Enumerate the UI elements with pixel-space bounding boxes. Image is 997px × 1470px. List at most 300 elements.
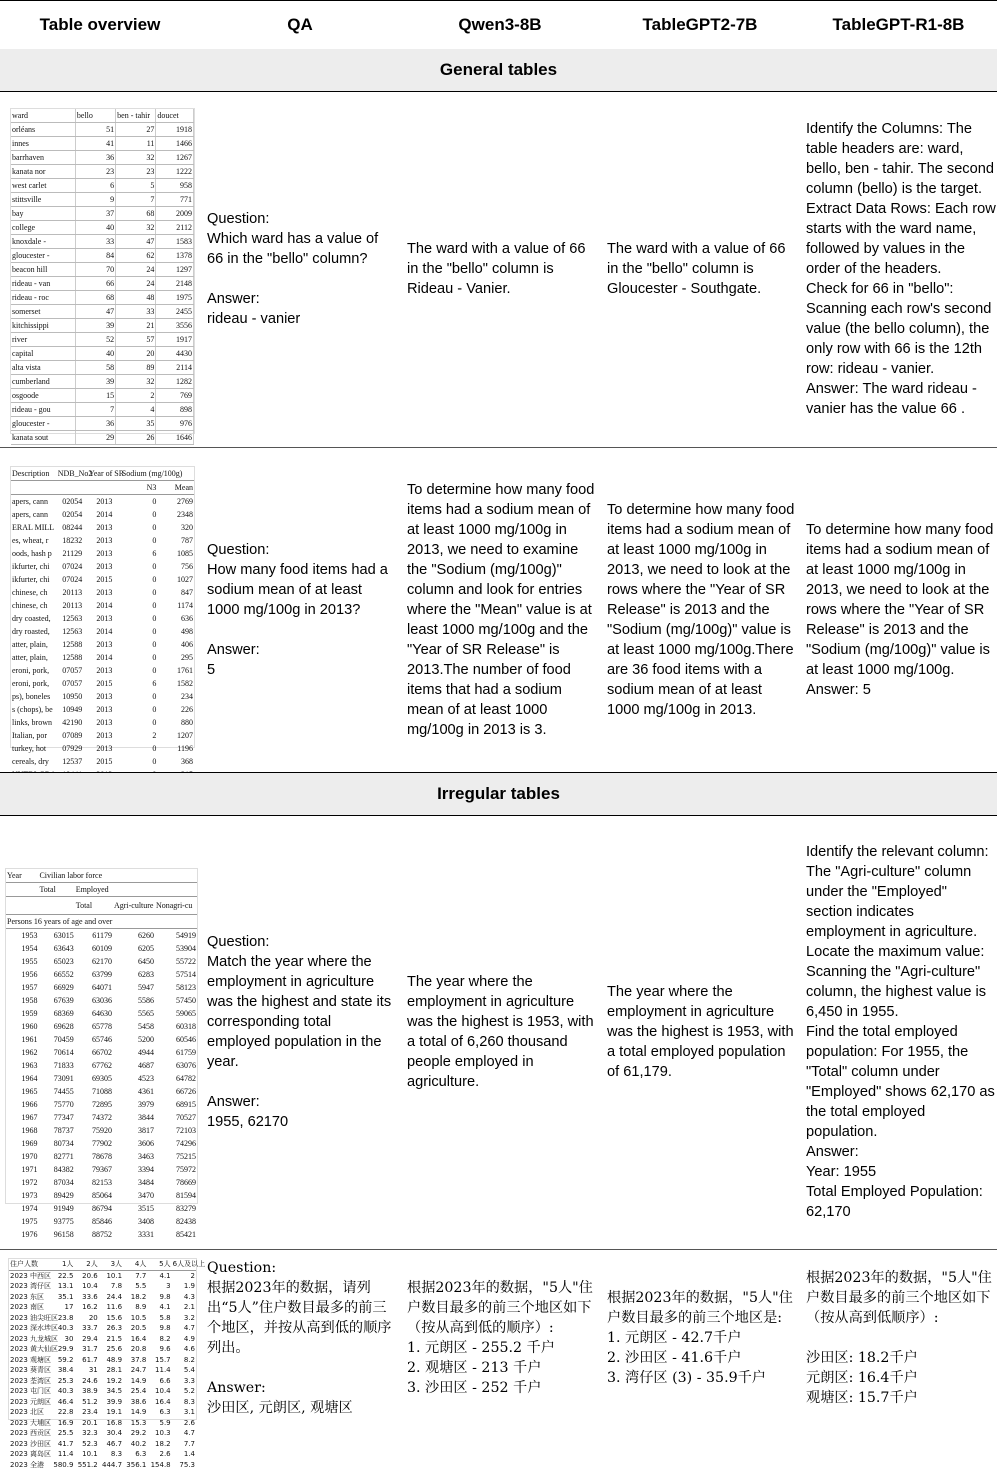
table-row: [9, 1334, 196, 1345]
table-row: [11, 495, 194, 509]
table-cell: 52: [75, 333, 115, 347]
table-row: [9, 1386, 196, 1397]
table-cell: 70614: [38, 1046, 74, 1059]
table-cell: 2112: [156, 221, 194, 235]
table-cell: 67639: [38, 994, 74, 1007]
table-cell: 16.8: [99, 1418, 123, 1429]
table-cell: 30: [50, 1334, 74, 1345]
table-cell: 1972: [6, 1176, 38, 1189]
table-cell: 0: [121, 625, 158, 638]
table-cell: 6.3: [123, 1449, 147, 1460]
table-cell: 47: [116, 235, 156, 249]
table-row: [11, 207, 194, 221]
table-cell: 20.6: [74, 1270, 98, 1281]
qa-answer: Answer: rideau - vanier: [207, 289, 397, 329]
table-cell: 320: [157, 521, 194, 534]
table-cell: 20.5: [123, 1323, 147, 1334]
table-cell: 82438: [155, 1215, 197, 1228]
table-cell: 1976: [6, 1228, 38, 1241]
table-cell: 9.6: [147, 1344, 171, 1355]
qa-cell-3: [207, 816, 397, 1248]
table-cell: 3.1: [172, 1407, 196, 1418]
table-cell: 5.9: [147, 1418, 171, 1429]
table-cell: 7.8: [99, 1281, 123, 1292]
table-cell: 2015: [88, 573, 121, 586]
table-cell: knoxdale -: [11, 235, 75, 249]
table-cell: 87034: [38, 1176, 74, 1189]
table-cell: 769: [156, 389, 194, 403]
table-cell: 60109: [75, 942, 113, 955]
table-cell: cumberland: [11, 375, 75, 389]
table-cell: 3.3: [172, 1376, 196, 1387]
table-row: [6, 915, 197, 929]
table-cell: 0: [121, 560, 158, 573]
qa-question: Question: Match the year where the employment in agriculture was the highest and state its corresponding total employed population in the year.: [207, 932, 397, 1072]
table-cell: 0: [121, 755, 158, 768]
table-cell: 6.3: [147, 1407, 171, 1418]
table-cell: 2023 沙田区: [9, 1439, 50, 1450]
table-row: [11, 319, 194, 333]
table-cell: 10.1: [74, 1449, 98, 1460]
table-cell: 82771: [38, 1150, 74, 1163]
table-cell: 1085: [157, 547, 194, 560]
table-row: [6, 1150, 197, 1163]
table-row: [11, 573, 194, 586]
qa-answer: Answer: 沙田区, 元朗区, 观塘区: [207, 1378, 397, 1418]
qa-cell-4: [207, 1250, 397, 1426]
table-row: [11, 389, 194, 403]
qa-question: Question: Which ward has a value of 66 in the "bello" column?: [207, 209, 397, 269]
table-cell: 6: [121, 547, 158, 560]
table-cell: 880: [157, 716, 194, 729]
tablegpt2-response-1: The ward with a value of 66 in the "bello" column is Gloucester - Southgate.: [607, 92, 795, 446]
table-cell: 55722: [155, 955, 197, 968]
table-cell: 0: [121, 495, 158, 509]
table-cell: 10.5: [123, 1313, 147, 1324]
table-cell: 83279: [155, 1202, 197, 1215]
table-cell: [57, 481, 88, 495]
table-row: [9, 1397, 196, 1408]
table-cell: 78678: [75, 1150, 113, 1163]
table-cell: ERAL MILL: [11, 521, 57, 534]
table-cell: 0: [121, 521, 158, 534]
table-cell: 2013: [88, 638, 121, 651]
table-cell: 7: [116, 193, 156, 207]
table-cell: 787: [157, 534, 194, 547]
table-cell: turkey, hot: [11, 742, 57, 755]
table-row: [6, 1085, 197, 1098]
table-row: [9, 1460, 196, 1470]
table-cell: college: [11, 221, 75, 235]
table-cell: Civilian labor force: [38, 869, 197, 883]
table-cell: 40.2: [123, 1439, 147, 1450]
table-cell: 88752: [75, 1228, 113, 1241]
table-cell: 85064: [75, 1189, 113, 1202]
section-irregular-tables: Irregular tables: [0, 773, 997, 816]
table-cell: 20.1: [74, 1418, 98, 1429]
table-row: [11, 151, 194, 165]
table-cell: 53904: [155, 942, 197, 955]
table-cell: 636: [157, 612, 194, 625]
table-cell: 12588: [57, 638, 88, 651]
table-cell: 4.3: [172, 1292, 196, 1303]
table-cell: 70: [75, 263, 115, 277]
table-cell: 81594: [155, 1189, 197, 1202]
table-cell: 75920: [75, 1124, 113, 1137]
table-row: [6, 1176, 197, 1189]
table-cell: 2769: [157, 495, 194, 509]
table-cell: 0: [121, 612, 158, 625]
table-cell: 2013: [88, 521, 121, 534]
table-cell: 1964: [6, 1072, 38, 1085]
table-cell: 2023 全港: [9, 1460, 50, 1470]
table-cell: 2013: [88, 612, 121, 625]
table-cell: 40.3: [50, 1386, 74, 1397]
table-cell: 16.9: [50, 1418, 74, 1429]
table-cell: 0: [121, 664, 158, 677]
table-cell: 1646: [156, 431, 194, 445]
table-cell: 15.6: [99, 1313, 123, 1324]
header-table-overview: Table overview: [0, 1, 200, 49]
tablegpt2-response-2: To determine how many food items had a sodium mean of at least 1000 mg/100g in 2013, we need to look at the rows where the "Year of SR Release" is 2013 and the "Sodium (mg/100g)" value is at least 1000 mg/100g.There are 36 food items with a sodium mean of at least 1000 mg/100g in 2013.: [607, 448, 795, 772]
table-cell: 2114: [156, 361, 194, 375]
table-cell: 12563: [57, 625, 88, 638]
table-row: [6, 1033, 197, 1046]
table-cell: 75972: [155, 1163, 197, 1176]
table-row: [9, 1270, 196, 1281]
table-cell: 33: [75, 235, 115, 249]
table-row: [6, 929, 197, 943]
table-cell: 18.2: [147, 1439, 171, 1450]
table-cell: 13.1: [50, 1281, 74, 1292]
table-cell: 65746: [75, 1033, 113, 1046]
table-thumbnail-wards: [10, 108, 195, 434]
table-cell: gloucester -: [11, 417, 75, 431]
table-row: [6, 1137, 197, 1150]
table-cell: 75770: [38, 1098, 74, 1111]
table-cell: kanata sout: [11, 431, 75, 445]
table-cell: 29.4: [74, 1334, 98, 1345]
table-cell: 38.4: [50, 1365, 74, 1376]
table-row: [11, 677, 194, 690]
table-row: [6, 869, 197, 883]
table-cell: 74372: [75, 1111, 113, 1124]
table-row: [6, 994, 197, 1007]
table-cell: 85846: [75, 1215, 113, 1228]
table-row: [6, 1202, 197, 1215]
table-cell: 84382: [38, 1163, 74, 1176]
table-cell: 1207: [157, 729, 194, 742]
table-cell: 5200: [113, 1033, 155, 1046]
table-cell: 61.7: [74, 1355, 98, 1366]
table-cell: 5458: [113, 1020, 155, 1033]
table-cell: orléans: [11, 123, 75, 137]
table-cell: 5: [116, 179, 156, 193]
table-cell: 3人: [99, 1259, 123, 1270]
table-cell: 2人: [74, 1259, 98, 1270]
table-cell: 60318: [155, 1020, 197, 1033]
table-cell: 8.2: [147, 1334, 171, 1345]
table-cell: 2: [116, 389, 156, 403]
table-row: [6, 1020, 197, 1033]
table-cell: 958: [156, 179, 194, 193]
table-cell: 5947: [113, 981, 155, 994]
table-cell: 29.2: [123, 1428, 147, 1439]
table-cell: 0: [121, 573, 158, 586]
table-cell: 4: [116, 403, 156, 417]
table-cell: 14.9: [123, 1407, 147, 1418]
table-cell: 23: [116, 165, 156, 179]
table-cell: 71088: [75, 1085, 113, 1098]
table-cell: apers, cann: [11, 508, 57, 521]
table-cell: 07024: [57, 573, 88, 586]
table-cell: 37.8: [123, 1355, 147, 1366]
table-cell: 1267: [156, 151, 194, 165]
table-cell: 1174: [157, 599, 194, 612]
table-cell: 51.2: [74, 1397, 98, 1408]
table-cell: 62170: [75, 955, 113, 968]
table-cell: bello: [75, 109, 115, 123]
table-row: [11, 403, 194, 417]
table-row: [11, 347, 194, 361]
table-cell: 3.2: [172, 1313, 196, 1324]
table-cell: 2013: [88, 690, 121, 703]
table-cell: Nonagri-cu: [155, 897, 197, 915]
table-cell: es, wheat, r: [11, 534, 57, 547]
table-cell: 2023 观塘区: [9, 1355, 50, 1366]
table-cell: 63643: [38, 942, 74, 955]
table-cell: osgoode: [11, 389, 75, 403]
table-cell: 19.2: [99, 1376, 123, 1387]
table-cell: 24.7: [123, 1365, 147, 1376]
table-cell: 2023 北区: [9, 1407, 50, 1418]
qa-answer: Answer: 5: [207, 640, 397, 680]
table-cell: 0: [121, 599, 158, 612]
table-cell: 2023 油尖旺区: [9, 1313, 50, 1324]
table-cell: 40: [75, 347, 115, 361]
table-cell: 2023 南区: [9, 1302, 50, 1313]
qwen-response-4: 根据2023年的数据，"5人"住户数目最多的前三个地区如下（按从高到低的顺序）: 1. 元朗区 - 255.2 千户 2. 观塘区 - 213 千户 3. 沙田区 - 252 千户: [407, 1250, 595, 1426]
table-cell: 58: [75, 361, 115, 375]
table-cell: 63799: [75, 968, 113, 981]
table-cell: 2.1: [172, 1302, 196, 1313]
table-cell: cereals, dry: [11, 755, 57, 768]
table-cell: [88, 481, 121, 495]
table-cell: 65023: [38, 955, 74, 968]
table-cell: 61759: [155, 1046, 197, 1059]
table-cell: Description: [11, 467, 57, 481]
table-cell: 3463: [113, 1150, 155, 1163]
table-row: [6, 1098, 197, 1111]
table-row: [9, 1365, 196, 1376]
table-cell: 1975: [6, 1215, 38, 1228]
table-cell: 11: [116, 137, 156, 151]
table-cell: 46.7: [99, 1439, 123, 1450]
table-cell: 10950: [57, 690, 88, 703]
table-cell: innes: [11, 137, 75, 151]
table-row: [9, 1302, 196, 1313]
table-cell: rideau - gou: [11, 403, 75, 417]
table-cell: Persons 16 years of age and over: [6, 915, 197, 929]
table-row: [6, 942, 197, 955]
table-cell: 2015: [88, 755, 121, 768]
table-cell: 29.9: [50, 1344, 74, 1355]
table-cell: 2455: [156, 305, 194, 319]
qwen-response-1: The ward with a value of 66 in the "bello" column is Rideau - Vanier.: [407, 92, 595, 446]
table-cell: 1222: [156, 165, 194, 179]
table-cell: 10.1: [99, 1270, 123, 1281]
table-cell: 6: [75, 179, 115, 193]
table-cell: 10.3: [147, 1428, 171, 1439]
table-row: [6, 883, 197, 897]
table-cell: Year of SR: [88, 467, 121, 481]
table-row: [11, 431, 194, 445]
table-cell: 47: [75, 305, 115, 319]
table-cell: 2013: [88, 742, 121, 755]
table-cell: 20: [116, 347, 156, 361]
table-cell: 1956: [6, 968, 38, 981]
table-cell: 40.3: [50, 1323, 74, 1334]
table-cell: 64630: [75, 1007, 113, 1020]
table-cell: 16.4: [123, 1334, 147, 1345]
table-cell: 8.3: [99, 1449, 123, 1460]
table-row: [6, 955, 197, 968]
tablegpt-r1-response-3: Identify the relevant column: The "Agri-culture" column under the "Employed" section indicates employment in agriculture. Locate the maximum value: Scanning the "Agri-culture" column, the highest value is 6,450 in 1955. Find the total employed population: For 1955, the "Total" column under "Employed" shows 62,170 as the total employed population. Answer: Year: 1955 Total Employed Population: 62,170: [806, 816, 996, 1248]
table-cell: 33.7: [74, 1323, 98, 1334]
table-row: [6, 981, 197, 994]
table-cell: 69305: [75, 1072, 113, 1085]
table-cell: 2023 东区: [9, 1292, 50, 1303]
table-cell: 5565: [113, 1007, 155, 1020]
tablegpt-r1-response-2: To determine how many food items had a sodium mean of at least 1000 mg/100g in 2013, we need to look at the rows where the "Year of SR Release" is 2013 and the "Sodium (mg/100g)" value is at least 1000 mg/100g. Answer: 5: [806, 448, 996, 772]
table-cell: Mean: [157, 481, 194, 495]
table-cell: 356.1: [123, 1460, 147, 1470]
table-cell: 2023 九龙城区: [9, 1334, 50, 1345]
table-thumbnail-labor-force: [5, 868, 198, 1204]
table-cell: 4523: [113, 1072, 155, 1085]
table-row: [6, 1059, 197, 1072]
table-cell: 91949: [38, 1202, 74, 1215]
table-cell: 9.8: [147, 1292, 171, 1303]
table-cell: 46.4: [50, 1397, 74, 1408]
table-cell: 24.4: [99, 1292, 123, 1303]
table-cell: 8.9: [123, 1302, 147, 1313]
table-cell: somerset: [11, 305, 75, 319]
table-cell: 77902: [75, 1137, 113, 1150]
table-cell: 1958: [6, 994, 38, 1007]
table-cell: 07057: [57, 677, 88, 690]
table-cell: 29: [75, 431, 115, 445]
table-cell: 24: [116, 263, 156, 277]
table-cell: 1.9: [172, 1281, 196, 1292]
table-row: [6, 1072, 197, 1085]
table-cell: 71833: [38, 1059, 74, 1072]
table-cell: 35: [116, 417, 156, 431]
table-cell: 7.7: [123, 1270, 147, 1281]
table-cell: 0: [121, 534, 158, 547]
table-cell: 41.7: [50, 1439, 74, 1450]
table-cell: 3556: [156, 319, 194, 333]
table-cell: [11, 481, 57, 495]
table-cell: chinese, ch: [11, 586, 57, 599]
table-cell: 2014: [88, 599, 121, 612]
table-cell: 0: [121, 586, 158, 599]
table-cell: 75.3: [172, 1460, 196, 1470]
table-cell: west carlet: [11, 179, 75, 193]
table-cell: 4430: [156, 347, 194, 361]
table-row: [11, 703, 194, 716]
table-row: [11, 263, 194, 277]
table-row: [11, 521, 194, 534]
table-cell: ikfurter, chi: [11, 560, 57, 573]
table-cell: 21: [116, 319, 156, 333]
table-cell: 24.6: [74, 1376, 98, 1387]
table-cell: 54919: [155, 929, 197, 943]
table-cell: 16.2: [74, 1302, 98, 1313]
table-cell: 15.3: [123, 1418, 147, 1429]
table-cell: 234: [157, 690, 194, 703]
table-cell: 64071: [75, 981, 113, 994]
table-cell: apers, cann: [11, 495, 57, 509]
table-cell: 2.6: [147, 1449, 171, 1460]
table-cell: 2014: [88, 508, 121, 521]
table-cell: Year: [6, 869, 38, 883]
table-cell: oods, hash p: [11, 547, 57, 560]
table-cell: 64782: [155, 1072, 197, 1085]
table-cell: 2009: [156, 207, 194, 221]
table-cell: dry roasted,: [11, 625, 57, 638]
table-cell: 65778: [75, 1020, 113, 1033]
table-cell: 1963: [6, 1059, 38, 1072]
table-cell: 0: [121, 508, 158, 521]
table-cell: 4.6: [172, 1344, 196, 1355]
table-cell: 11.4: [147, 1365, 171, 1376]
table-cell: [38, 897, 74, 915]
table-cell: 10.4: [147, 1386, 171, 1397]
qa-question: Question: How many food items had a sodium mean of at least 1000 mg/100g in 2013?: [207, 540, 397, 620]
table-cell: 3844: [113, 1111, 155, 1124]
table-cell: 39: [75, 375, 115, 389]
table-cell: 3817: [113, 1124, 155, 1137]
table-cell: 1955: [6, 955, 38, 968]
table-cell: 2013: [88, 703, 121, 716]
table-cell: 41: [75, 137, 115, 151]
table-row: [11, 417, 194, 431]
table-cell: 31.7: [74, 1344, 98, 1355]
table-row: [11, 716, 194, 729]
table-cell: 24: [116, 277, 156, 291]
table-cell: 21.5: [99, 1334, 123, 1345]
table-row: [11, 625, 194, 638]
table-cell: 38.6: [123, 1397, 147, 1408]
table-cell: 2013: [88, 547, 121, 560]
table-cell: 1969: [6, 1137, 38, 1150]
table-cell: 2: [172, 1270, 196, 1281]
table-cell: kitchissippi: [11, 319, 75, 333]
table-cell: 80734: [38, 1137, 74, 1150]
qa-cell-1: [207, 92, 397, 446]
table-thumbnail-households: [8, 1258, 197, 1420]
table-cell: 79367: [75, 1163, 113, 1176]
table-row: [11, 612, 194, 625]
table-cell: 89429: [38, 1189, 74, 1202]
qa-cell-2: [207, 448, 397, 772]
table-row: [11, 651, 194, 664]
table-row: [11, 638, 194, 651]
table-row: [6, 968, 197, 981]
section-general-tables: General tables: [0, 49, 997, 92]
table-cell: 38.9: [74, 1386, 98, 1397]
